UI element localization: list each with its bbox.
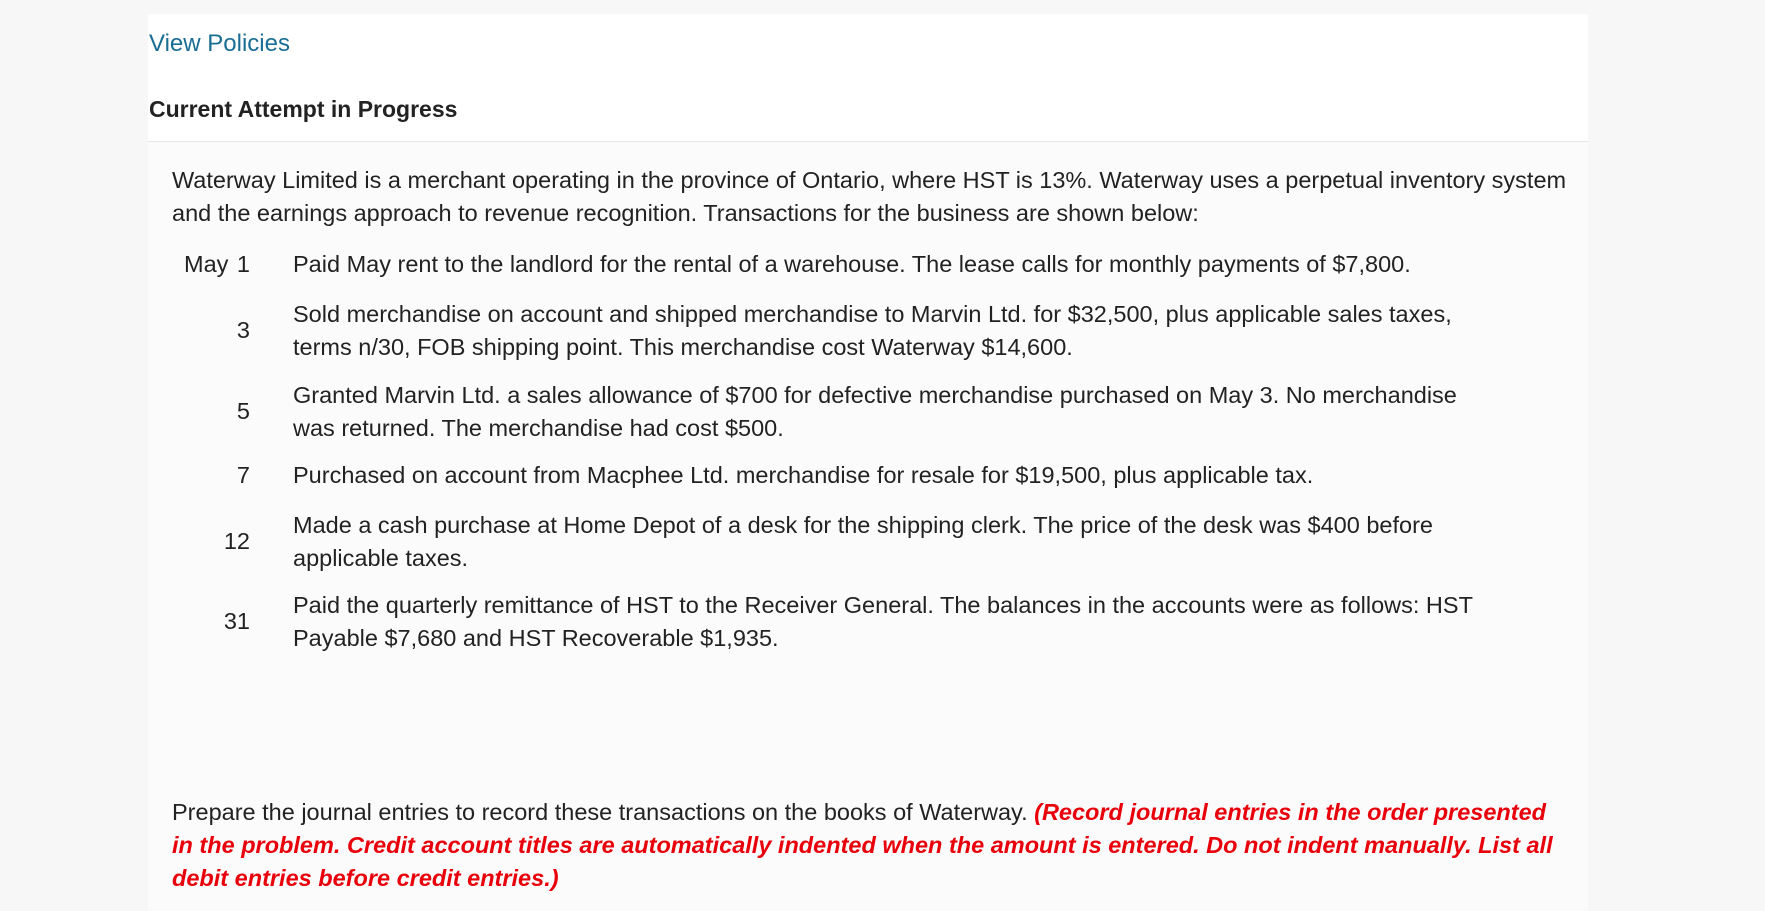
transaction-text: Granted Marvin Ltd. a sales allowance of $700 for defective merchandise purchased on May 3. No merchandise was returned. The merchandise had cost $500. <box>293 382 1457 441</box>
view-policies-link[interactable]: View Policies <box>149 30 290 57</box>
question-panel <box>148 142 1588 911</box>
instruction-text: Prepare the journal entries to record these transactions on the books of Waterway. <box>172 799 1028 825</box>
transaction-text: Paid the quarterly remittance of HST to the Receiver General. The balances in the accounts were as follows: HST Payable $7,680 and HST Recoverable $1,935. <box>293 592 1473 651</box>
transaction-day: 1 <box>236 251 250 277</box>
transaction-day: 31 <box>223 608 250 634</box>
transaction-text: Paid May rent to the landlord for the rental of a warehouse. The lease calls for monthly payments of $7,800. <box>293 251 1411 277</box>
transaction-day: 5 <box>236 398 250 424</box>
transaction-day: 7 <box>236 462 250 488</box>
transaction-day: 12 <box>223 528 250 554</box>
transaction-day: 3 <box>236 317 250 343</box>
question-intro: Waterway Limited is a merchant operating in the province of Ontario, where HST is 13%. Waterway uses a perpetual inventory system and the earnings approach to revenue recognition. Transactions for the business are shown below: <box>172 167 1567 226</box>
instruction-note: (Record journal entries in the order presented in the problem. Credit account titles are automatically indented when the amount is entered. Do not indent manually. List all debit entries before credit entries.) <box>172 799 1553 891</box>
transaction-text: Sold merchandise on account and shipped merchandise to Marvin Ltd. for $32,500, plus applicable sales taxes, terms n/30, FOB shipping point. This merchandise cost Waterway $14,600. <box>293 301 1452 360</box>
transaction-month: May <box>184 251 229 277</box>
question-instructions <box>172 796 1572 895</box>
transaction-text: Made a cash purchase at Home Depot of a desk for the shipping clerk. The price of the desk was $400 before applicable taxes. <box>293 512 1433 571</box>
assignment-page <box>148 14 1588 911</box>
transaction-text: Purchased on account from Macphee Ltd. merchandise for resale for $19,500, plus applicable tax. <box>293 462 1314 488</box>
attempt-status-header: Current Attempt in Progress <box>149 96 458 122</box>
